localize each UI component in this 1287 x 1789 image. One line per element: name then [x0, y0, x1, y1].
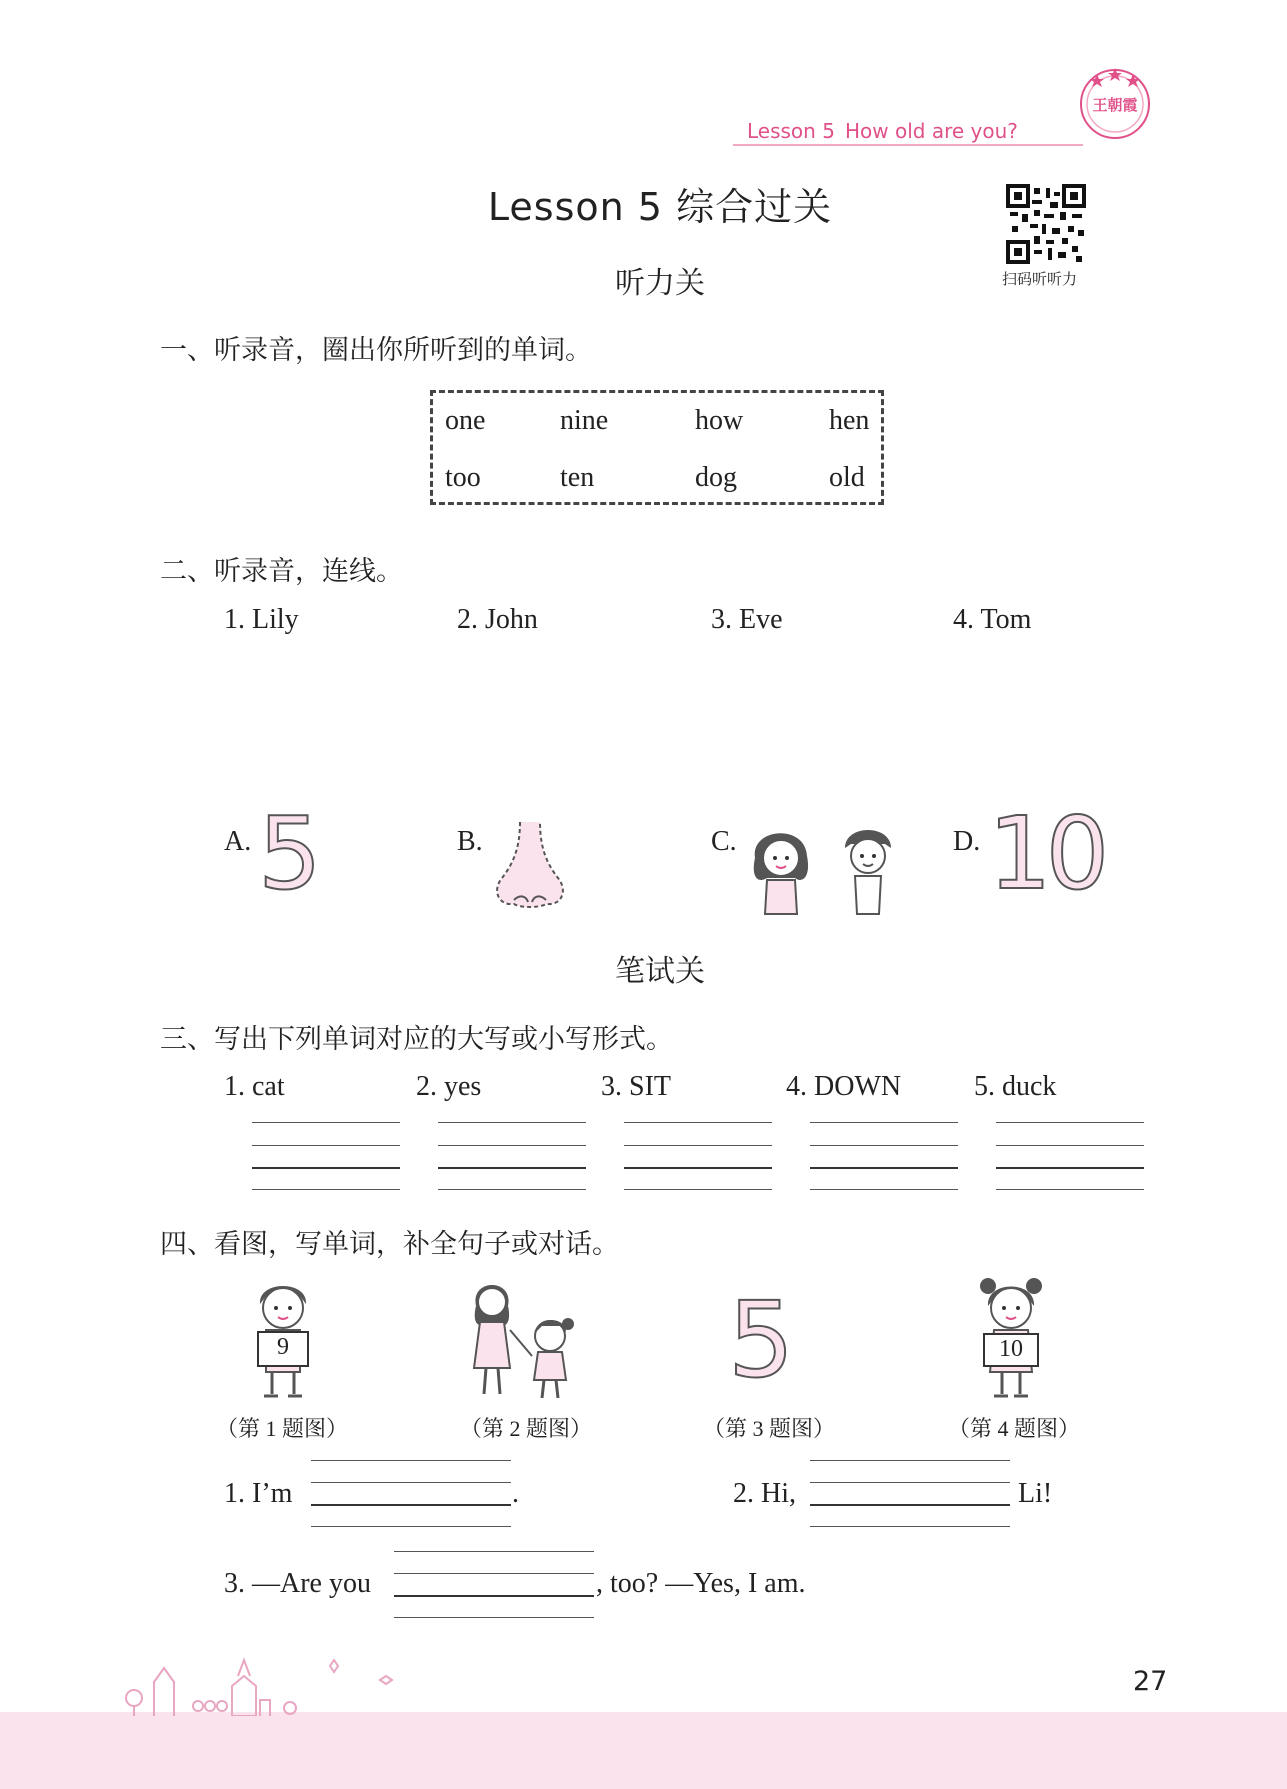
brand-logo-text: 王朝霞 [1092, 96, 1138, 114]
boy-figure [845, 830, 891, 914]
q3-answer-lines-2[interactable] [438, 1122, 586, 1192]
q3-word-cat: 1. cat [224, 1071, 285, 1102]
option-a-label: A. [224, 826, 252, 857]
sentence-2-suffix: Li! [1018, 1478, 1053, 1509]
word-box [430, 390, 884, 505]
q3-answer-lines-1[interactable] [252, 1122, 400, 1192]
option-b-nose-picture [490, 820, 570, 910]
q4-picture-1-boy [248, 1276, 318, 1402]
word-too[interactable]: too [445, 462, 481, 493]
sentence-2-prefix: 2. Hi, [733, 1478, 796, 1509]
q3-word-down: 4. DOWN [786, 1071, 902, 1102]
word-one[interactable]: one [445, 405, 486, 436]
question-4-heading: 四、看图，写单词，补全句子或对话。 [160, 1229, 619, 1260]
option-c-children-picture [745, 818, 905, 918]
sentence-3-suffix: , too? —Yes, I am. [596, 1568, 806, 1599]
qr-code[interactable] [1006, 184, 1086, 264]
option-d-number-ten: 10 [988, 795, 1104, 912]
header-lesson-topic: How old are you? [845, 119, 1018, 143]
q3-word-yes: 2. yes [416, 1071, 482, 1102]
sentence-1-answer-lines[interactable] [311, 1460, 511, 1528]
q4-picture-4-girl [976, 1274, 1046, 1402]
word-ten[interactable]: ten [560, 462, 595, 493]
name-tom: 4. Tom [953, 604, 1032, 635]
option-c-label: C. [711, 826, 737, 857]
q4-picture-2-girls [462, 1276, 582, 1402]
word-dog[interactable]: dog [695, 462, 737, 493]
q4-picture-1-sign-number: 9 [277, 1334, 289, 1360]
brand-logo [1075, 62, 1155, 142]
sentence-1-prefix: 1. I’m [224, 1478, 293, 1509]
sentence-3-answer-lines[interactable] [394, 1551, 594, 1619]
footer-castle-decoration [120, 1646, 400, 1716]
q3-word-duck: 5. duck [974, 1071, 1057, 1102]
q4-picture-4-sign-number: 10 [999, 1336, 1023, 1362]
q3-answer-lines-3[interactable] [624, 1122, 772, 1192]
name-eve: 3. Eve [711, 604, 783, 635]
name-lily: 1. Lily [224, 604, 299, 635]
writing-section-title: 笔试关 [615, 954, 705, 989]
q4-caption-4: （第 4 题图） [948, 1416, 1081, 1441]
q4-caption-3: （第 3 题图） [703, 1416, 836, 1441]
header-rule [733, 144, 1083, 146]
question-2-heading: 二、听录音，连线。 [160, 556, 403, 587]
word-old[interactable]: old [829, 462, 865, 493]
sentence-2-answer-lines[interactable] [810, 1460, 1010, 1528]
girl-figure [754, 833, 808, 914]
q3-answer-lines-5[interactable] [996, 1122, 1144, 1192]
option-d-label: D. [953, 826, 981, 857]
listening-section-title: 听力关 [615, 266, 705, 301]
sentence-3-prefix: 3. —Are you [224, 1568, 371, 1599]
word-nine[interactable]: nine [560, 405, 609, 436]
option-b-label: B. [457, 826, 483, 857]
q4-picture-3-number-five: 5 [728, 1279, 795, 1401]
sentence-1-suffix: . [512, 1478, 519, 1509]
question-3-heading: 三、写出下列单词对应的大写或小写形式。 [160, 1024, 673, 1055]
q4-caption-2: （第 2 题图） [460, 1416, 593, 1441]
q4-caption-1: （第 1 题图） [216, 1416, 349, 1441]
question-1-heading: 一、听录音，圈出你所听到的单词。 [160, 335, 592, 366]
q3-answer-lines-4[interactable] [810, 1122, 958, 1192]
footer-band [0, 1712, 1287, 1789]
page-number: 27 [1133, 1666, 1168, 1697]
word-how[interactable]: how [695, 405, 744, 436]
qr-caption: 扫码听听力 [1002, 270, 1078, 288]
word-hen[interactable]: hen [829, 405, 870, 436]
q3-word-sit: 3. SIT [601, 1071, 671, 1102]
option-a-number-five: 5 [258, 795, 322, 912]
name-john: 2. John [457, 604, 538, 635]
page-title: Lesson 5 综合过关 [487, 185, 833, 229]
header-lesson-tag: Lesson 5 [747, 119, 835, 143]
